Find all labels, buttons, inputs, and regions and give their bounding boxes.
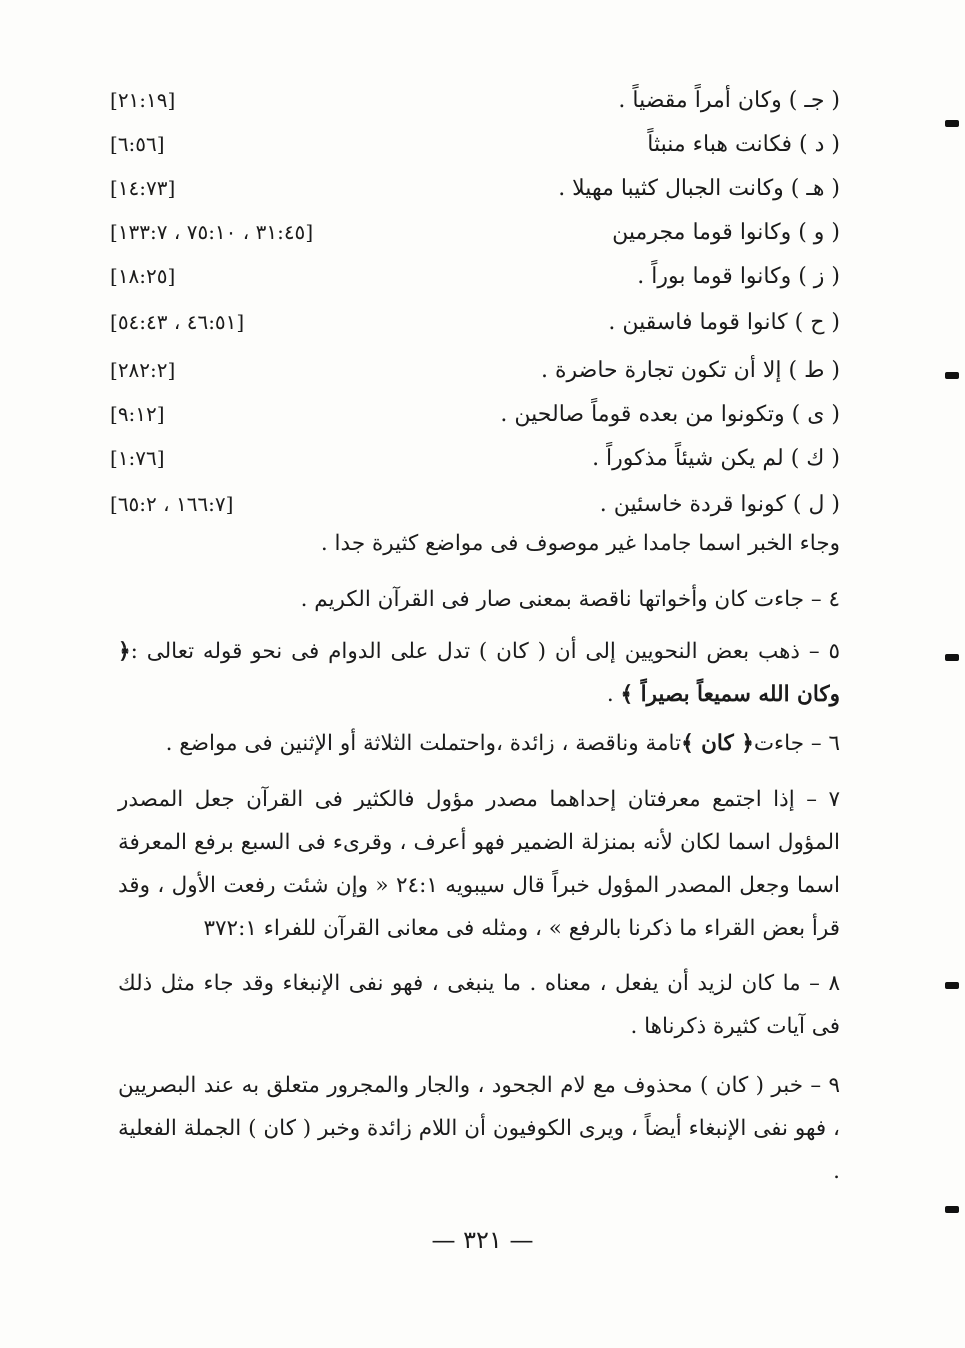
- verse-reference: [١٨:٢٥]: [110, 264, 176, 288]
- verse-reference: [١:٧٦]: [110, 446, 165, 470]
- verse-reference: [١٦٦:٧ ، ٦٥:٢]: [110, 492, 234, 516]
- example-text: ( ط ) إلا أن تكون تجارة حاضرة .: [541, 357, 840, 383]
- quran-quote: ﴿ كان ﴾: [681, 731, 754, 756]
- page-number: — ٣٢١ —: [431, 1226, 534, 1254]
- example-text: ( ك ) لم يكن شيئاً مذكوراً .: [592, 445, 840, 471]
- paragraph-5: [118, 630, 840, 716]
- example-text: ( جـ ) وكان أمراً مقضياً .: [618, 87, 840, 113]
- paragraph-4: ٤ – جاءت كان وأخواتها ناقصة بمعنى صار فى القرآن الكريم .: [300, 587, 840, 612]
- example-text: ( هـ ) وكانت الجبال كثيبا مهيلا .: [558, 175, 840, 201]
- example-text: ( و ) وكانوا قوما مجرمين: [612, 219, 840, 245]
- example-row: [110, 394, 840, 434]
- example-row: [110, 212, 840, 252]
- example-row: [110, 256, 840, 296]
- binding-mark: [945, 1206, 959, 1213]
- paragraph-7: ٧ – إذا اجتمع معرفتان إحداهما مصدر مؤول فالكثير فى القرآن جعل المصدر المؤول اسما لكان لأنه بمنزلة الضمير فهو أعرف ، وقرىء فى السبع برفع المعرفة اسما وجعل المصدر المؤول خبراً قال سيبويه ٢٤:١ « وإن شئت رفعت الأول ، وقد قرأ بعض القراء ما ذكرنا بالرفع » ، ومثله فى معانى القرآن للفراء ٣٧٢:١: [118, 787, 840, 941]
- paragraph-khabar: وجاء الخبر اسما جامدا غير موصوف فى مواضع كثيرة جدا .: [320, 531, 840, 556]
- binding-mark: [945, 654, 959, 661]
- example-row: [110, 168, 840, 208]
- paragraph-5-text: ٥ – ذهب بعض النحويين إلى أن ( كان ) تدل على الدوام فى نحو قوله تعالى :: [130, 639, 840, 664]
- example-row: [110, 80, 840, 120]
- verse-reference: [٩:١٢]: [110, 402, 165, 426]
- binding-mark: [945, 982, 959, 989]
- example-row: [110, 350, 840, 390]
- binding-mark: [945, 120, 959, 127]
- paragraph-8: ٨ – ما كان لزيد أن يفعل ، معناه . ما ينبغى ، فهو نفى الإنبغاء وقد جاء مثل ذلك فى آيات كثيرة ذكرناها .: [118, 971, 840, 1039]
- example-text: ( ز ) وكانوا قوما بوراً .: [637, 263, 840, 289]
- paragraph-9: ٩ – خبر ( كان ) محذوف مع لام الجحود ، والجار والمجرور متعلق به عند البصريين ، فهو نفى الإنبغاء أيضاً ، ويرى الكوفيون أن اللام زائدة وخبر ( كان ) الجملة الفعلية .: [118, 1073, 840, 1184]
- example-text: ( ح ) كانوا قوما فاسقين .: [608, 309, 840, 335]
- example-row: [110, 124, 840, 164]
- paragraph-5-end: .: [606, 682, 621, 707]
- quran-quote: ﴿ وكان الله سميعاً بصيراً ﴾: [118, 639, 840, 707]
- example-text: ( د ) فكانت هباء منبثاً: [647, 131, 840, 157]
- verse-reference: [٢٨٢:٢]: [110, 358, 176, 382]
- example-row: [110, 484, 840, 524]
- example-row: [110, 302, 840, 342]
- example-text: ( ل ) كونوا قردة خاسئين .: [599, 491, 840, 517]
- verse-reference: [٣١:٤٥ ، ٧٥:١٠ ، ١٣٣:٧]: [110, 220, 314, 244]
- paragraph-6: [118, 722, 840, 765]
- example-row: [110, 438, 840, 478]
- verse-reference: [٢١:١٩]: [110, 88, 176, 112]
- paragraph-6-start: ٦ – جاءت: [753, 731, 840, 756]
- verse-reference: [٦:٥٦]: [110, 132, 165, 156]
- verse-reference: [١٤:٧٣]: [110, 176, 176, 200]
- binding-mark: [945, 372, 959, 379]
- example-text: ( ى ) وتكونوا من بعده قوماً صالحين .: [500, 401, 840, 427]
- paragraph-6-text: تامة وناقصة ، زائدة ،واحتملت الثلاثة أو الإثنين فى مواضع .: [165, 731, 682, 756]
- verse-reference: [٤٦:٥١ ، ٥٤:٤٣]: [110, 310, 245, 334]
